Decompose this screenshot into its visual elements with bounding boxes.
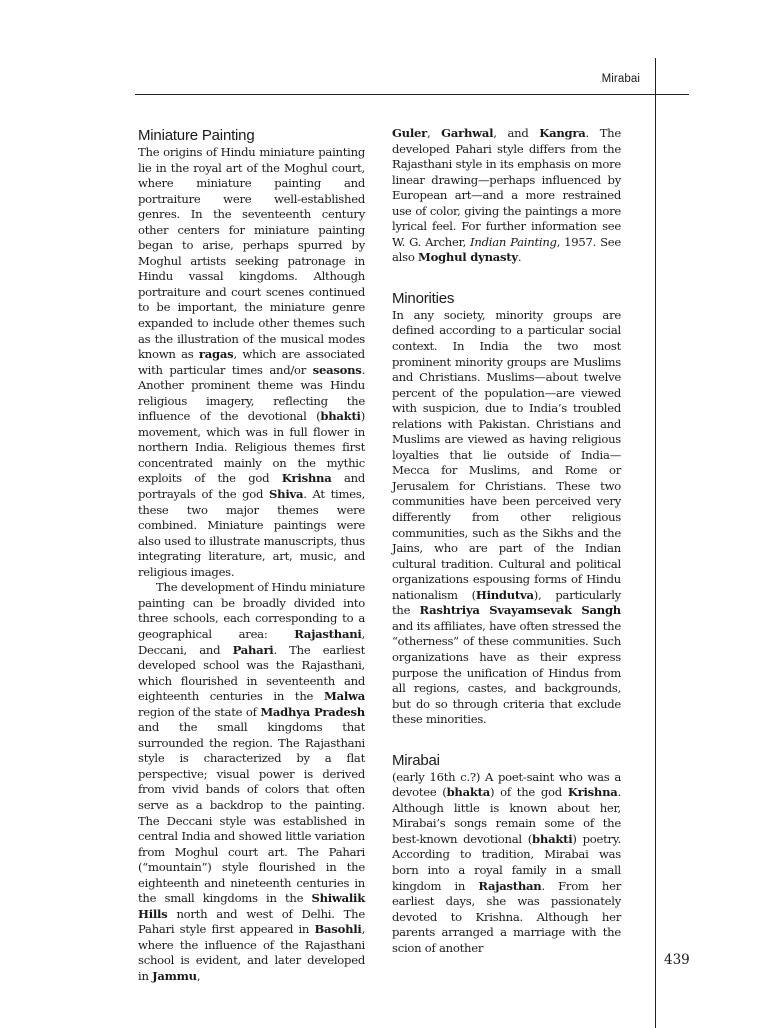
running-head: Mirabai bbox=[601, 73, 640, 85]
header-rule bbox=[135, 94, 689, 95]
text-run: , 1957. See also bbox=[392, 234, 621, 265]
mirabai-paragraph bbox=[392, 770, 621, 957]
text-run: ) movement, which was in full flower in northern India. Religious themes first concentrated mainly on the mythic exploits of the god bbox=[138, 409, 365, 486]
term-bhakti: bhakti bbox=[320, 409, 361, 424]
term-krishna: Krishna bbox=[567, 785, 618, 800]
minorities-paragraph bbox=[392, 308, 621, 728]
text-run: The origins of Hindu miniature painting lie in the royal art of the Moghul court, where miniature painting and portraiture were well-established genres. In the seventeenth century other centers for miniature painting began to arise, perhaps spurred by Moghul artists seeking patronage in Hindu vassal kingdoms. Although portraiture and court scenes continued to be important, the miniature genre expanded to include other themes such as the illustration of the musical modes known as bbox=[138, 145, 365, 362]
text-run: . Although little is known about her, Mirabai’s songs remain some of the best-known devotional ( bbox=[392, 785, 621, 846]
text-run: . The earliest developed school was the Rajasthani, which flourished in seventeenth and eighteenth centuries in the bbox=[138, 642, 365, 704]
term-moghul-dynasty: Moghul dynasty bbox=[418, 250, 518, 265]
left-column bbox=[138, 126, 365, 985]
text-run: . bbox=[517, 250, 522, 265]
text-run: , which are associated with particular times and/or bbox=[138, 347, 365, 377]
term-seasons: seasons bbox=[312, 362, 362, 377]
text-run: . Another prominent theme was Hindu religious imagery, reflecting the influence of the devotional ( bbox=[138, 362, 365, 424]
heading-mirabai: Mirabai bbox=[392, 751, 440, 769]
right-column bbox=[392, 126, 621, 956]
text-run: , where the influence of the Rajasthani school is evident, and later developed in bbox=[138, 922, 365, 983]
term-garhwal: Garhwal bbox=[441, 126, 494, 140]
term-guler: Guler bbox=[392, 126, 427, 140]
term-hindutva: Hindutva bbox=[475, 587, 534, 602]
text-run: (early 16th c.?) A poet-saint who was a devotee ( bbox=[392, 769, 621, 800]
term-rss: Rashtriya Svayamsevak Sangh bbox=[419, 603, 621, 618]
text-run: and its affiliates, have often stressed the “otherness” of these communities. Such organizations have as their express purpose the unification of Hindus from all regions, castes, and backgrounds, but do so through criteria that exclude these minorities. bbox=[392, 618, 621, 727]
term-ragas: ragas bbox=[198, 347, 234, 362]
term-krishna: Krishna bbox=[281, 471, 332, 486]
text-run: ) of the god bbox=[490, 785, 568, 800]
term-basohli: Basohli bbox=[314, 922, 362, 937]
page-number: 439 bbox=[664, 952, 690, 968]
miniature-painting-paragraph-1 bbox=[138, 145, 365, 580]
term-malwa: Malwa bbox=[324, 689, 365, 704]
heading-minorities: Minorities bbox=[392, 289, 455, 307]
text-run: . At times, these two major themes were combined. Miniature paintings were also used to illustrate manuscripts, thus integrating literature, art, music, and religious images. bbox=[138, 487, 366, 579]
text-run: ) poetry. According to tradition, Mirabai was born into a royal family in a small kingdom in bbox=[392, 831, 621, 893]
text-run: ), particularly the bbox=[392, 587, 621, 618]
term-bhakta: bhakta bbox=[446, 785, 491, 800]
margin-rule bbox=[655, 58, 656, 1028]
term-rajasthan: Rajasthan bbox=[478, 878, 542, 893]
term-shiwalik-hills: Shiwalik Hills bbox=[138, 891, 365, 921]
term-jammu: Jammu bbox=[152, 968, 197, 983]
term-rajasthani: Rajasthani bbox=[294, 626, 362, 641]
heading-miniature-painting: Miniature Painting bbox=[138, 127, 255, 144]
text-run: , bbox=[196, 968, 201, 983]
term-pahari: Pahari bbox=[232, 642, 274, 657]
term-madhya-pradesh: Madhya Pradesh bbox=[260, 704, 365, 719]
text-run: region of the state of bbox=[138, 704, 261, 719]
text-run: . The developed Pahari style differs from the Rajasthani style in its emphasis on more linear drawing—perhaps influenced by European art—and a more restrained use of color, giving the paintings a more lyrical feel. For further information see W. G. Archer, bbox=[392, 126, 622, 249]
term-kangra: Kangra bbox=[539, 126, 586, 140]
text-run: , bbox=[426, 126, 442, 140]
book-title: Indian Painting bbox=[470, 234, 557, 249]
miniature-painting-continued bbox=[392, 126, 621, 266]
term-bhakti: bhakti bbox=[532, 831, 573, 846]
term-shiva: Shiva bbox=[269, 487, 304, 502]
text-run: , and bbox=[493, 126, 540, 140]
text-run: and portrayals of the god bbox=[138, 471, 365, 502]
text-run: and the small kingdoms that surrounded the region. The Rajasthani style is characterized by a flat perspective; visual power is derived from vivid bands of colors that often serve as a backdrop to the painting. The Deccani style was established in central India and showed little variation from Moghul court art. The Pahari (“mountain”) style flourished in the eighteenth and nineteenth centuries in the small kingdoms in the bbox=[138, 720, 365, 906]
text-run: The development of Hindu miniature painting can be broadly divided into three schools, each corresponding to a geographical area: bbox=[138, 580, 365, 641]
text-run: , Deccani, and bbox=[138, 626, 365, 657]
text-run: . From her earliest days, she was passionately devoted to Krishna. Although her parents arranged a marriage with the scion of another bbox=[392, 878, 621, 955]
miniature-painting-paragraph-2 bbox=[138, 580, 365, 984]
text-run: In any society, minority groups are defined according to a particular social context. In India the two most prominent minority groups are Muslims and Christians. Muslims—about twelve percent of the population—are viewed with suspicion, due to India’s troubled relations with Pakistan. Christians and Muslims are viewed as having religious loyalties that lie outside of India—Mecca for Muslims, and Rome or Jerusalem for Christians. These two communities have been perceived very differently from other religious communities, such as the Sikhs and the Jains, who are part of the Indian cultural tradition. Cultural and political organizations espousing forms of Hindu nationalism ( bbox=[392, 307, 621, 602]
text-run: north and west of Delhi. The Pahari style first appeared in bbox=[138, 906, 365, 937]
